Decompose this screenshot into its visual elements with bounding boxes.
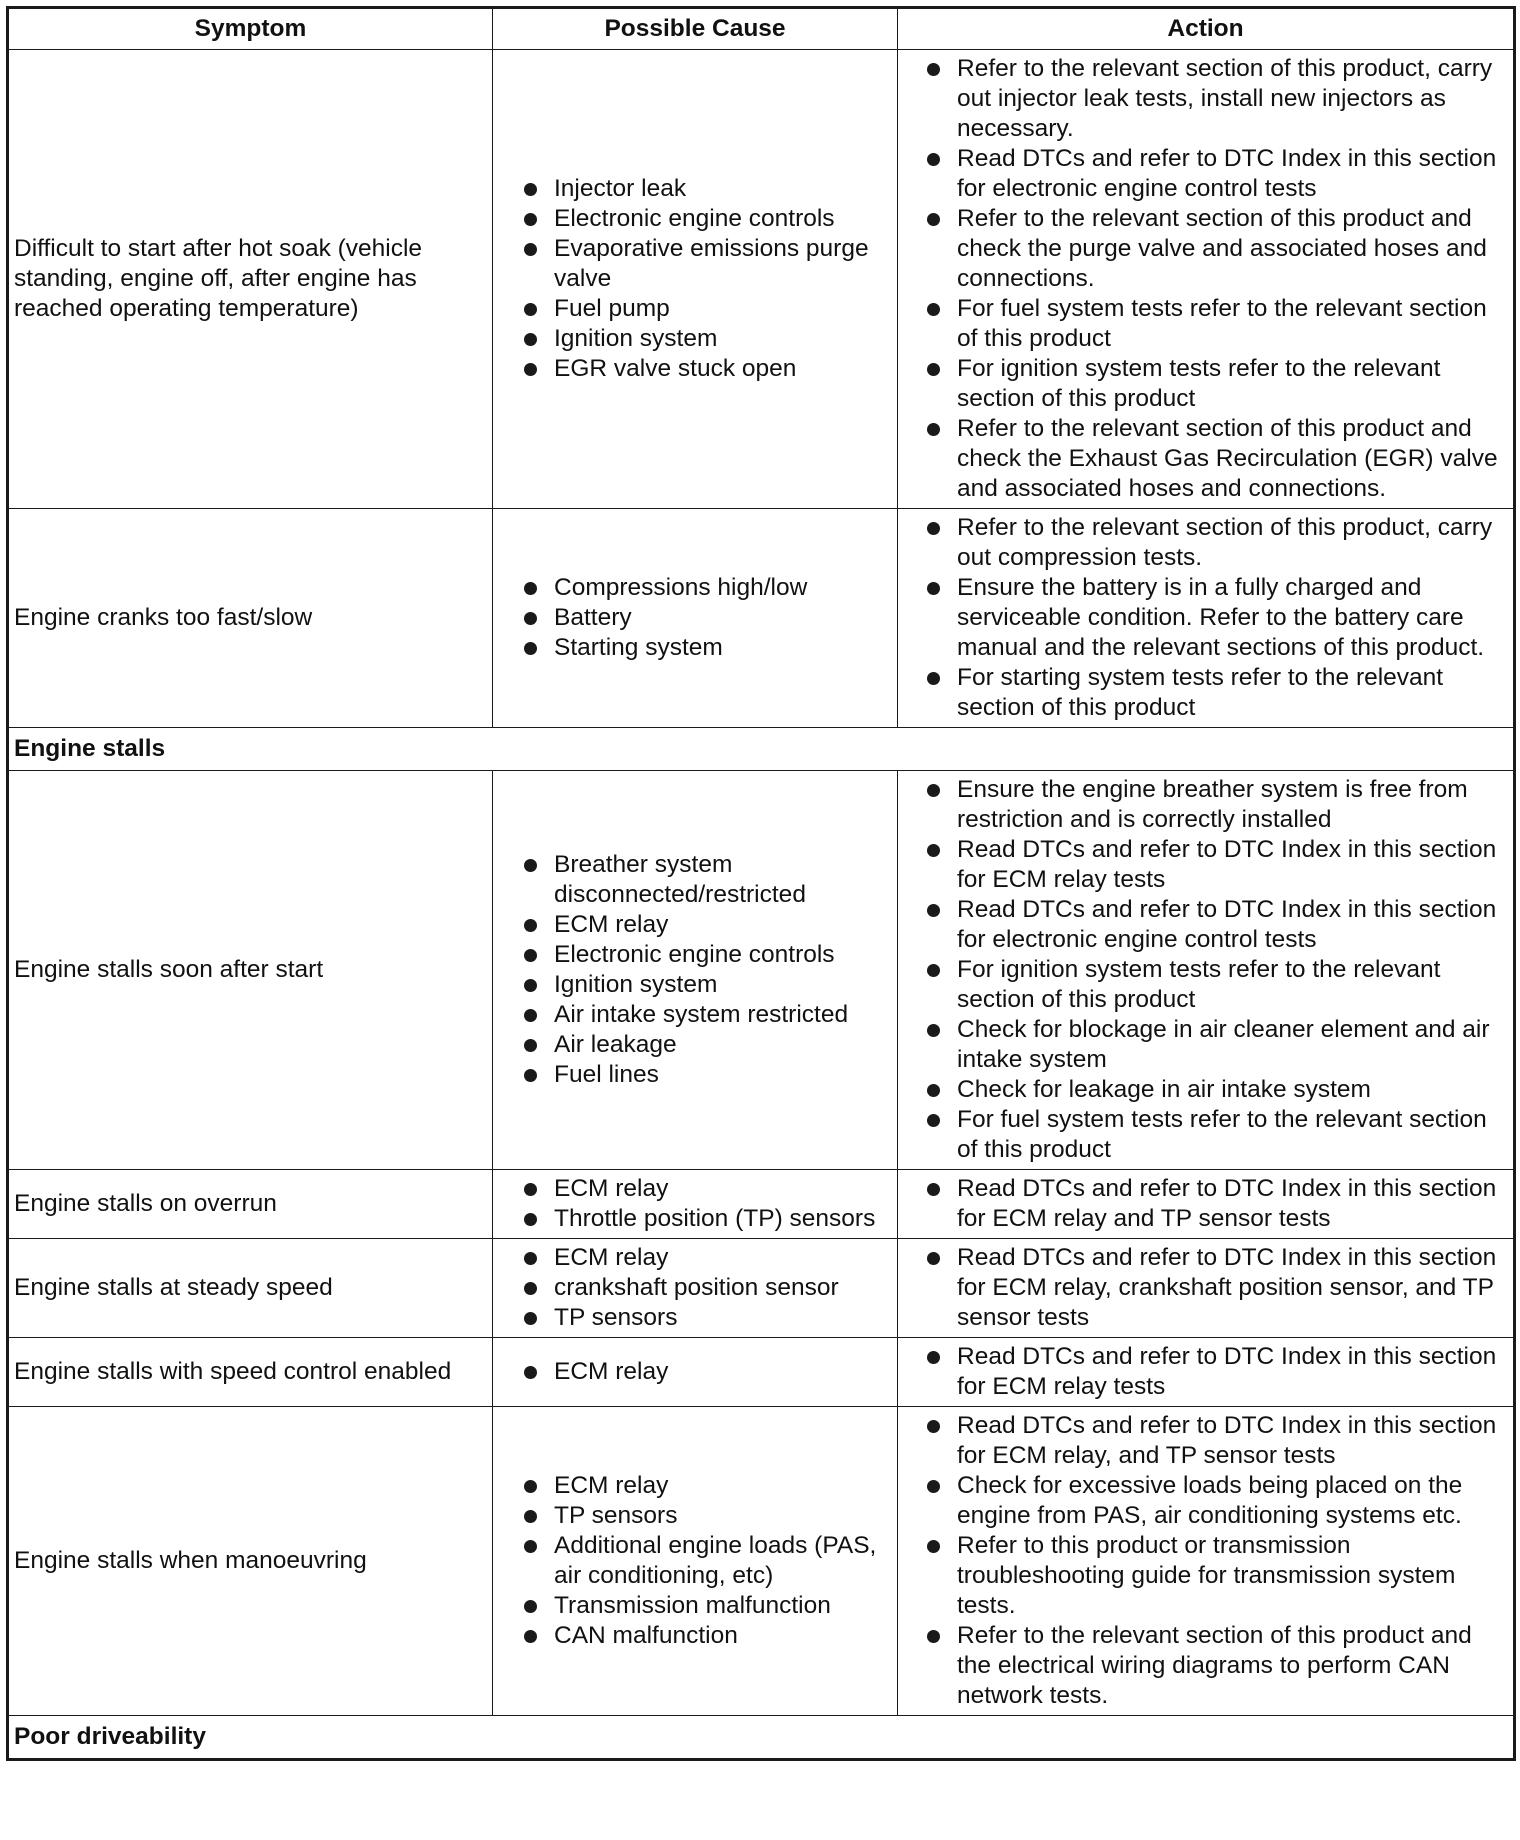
list-item-text: ECM relay xyxy=(554,911,669,938)
list-item xyxy=(923,144,1509,204)
bullet-icon xyxy=(927,1540,940,1553)
list-item-text: Check for excessive loads being placed on the engine from PAS, air conditioning systems etc. xyxy=(957,1472,1463,1529)
action-cell xyxy=(898,50,1515,509)
bullet-icon xyxy=(927,522,940,535)
list-item xyxy=(520,1621,893,1651)
possible-cause-cell xyxy=(493,1239,898,1338)
section-header: Engine stalls xyxy=(8,728,1515,771)
bullet-icon xyxy=(927,213,940,226)
action-list xyxy=(903,54,1509,504)
list-item-text: Refer to the relevant section of this product and check the purge valve and associated hoses and connections. xyxy=(957,205,1487,292)
bullet-icon xyxy=(524,1252,537,1265)
bullet-icon xyxy=(524,1069,537,1082)
list-item-text: Injector leak xyxy=(554,175,687,202)
list-item xyxy=(923,835,1509,895)
list-item-text: Check for leakage in air intake system xyxy=(957,1076,1371,1103)
list-item xyxy=(923,294,1509,354)
symptom-cell: Engine cranks too fast/slow xyxy=(8,509,493,728)
bullet-icon xyxy=(524,1366,537,1379)
list-item-text: Fuel lines xyxy=(554,1061,659,1088)
list-item xyxy=(923,513,1509,573)
possible-cause-cell xyxy=(493,509,898,728)
possible-cause-list xyxy=(498,1471,893,1651)
list-item-text: Ignition system xyxy=(554,971,718,998)
list-item-text: Ensure the engine breather system is free from restriction and is correctly installed xyxy=(957,776,1468,833)
list-item-text: TP sensors xyxy=(554,1304,678,1331)
header-possible-cause: Possible Cause xyxy=(493,8,898,50)
bullet-icon xyxy=(524,1510,537,1523)
list-item xyxy=(923,1471,1509,1531)
list-item xyxy=(520,1531,893,1591)
list-item-text: Compressions high/low xyxy=(554,574,808,601)
list-item-text: Ignition system xyxy=(554,325,718,352)
list-item-text: CAN malfunction xyxy=(554,1622,738,1649)
action-list xyxy=(903,1342,1509,1402)
header-symptom: Symptom xyxy=(8,8,493,50)
possible-cause-list xyxy=(498,1357,893,1387)
list-item-text: Electronic engine controls xyxy=(554,941,835,968)
action-list xyxy=(903,1243,1509,1333)
table-row xyxy=(8,1170,1515,1239)
bullet-icon xyxy=(927,1114,940,1127)
header-action: Action xyxy=(898,8,1515,50)
bullet-icon xyxy=(927,1252,940,1265)
bullet-icon xyxy=(524,1213,537,1226)
list-item-text: Read DTCs and refer to DTC Index in this section for ECM relay tests xyxy=(957,836,1497,893)
list-item xyxy=(520,294,893,324)
list-item xyxy=(520,940,893,970)
action-list xyxy=(903,775,1509,1165)
possible-cause-cell xyxy=(493,50,898,509)
list-item xyxy=(923,1531,1509,1621)
bullet-icon xyxy=(927,1024,940,1037)
possible-cause-list xyxy=(498,1243,893,1333)
bullet-icon xyxy=(927,784,940,797)
list-item xyxy=(520,354,893,384)
bullet-icon xyxy=(524,183,537,196)
bullet-icon xyxy=(927,1630,940,1643)
bullet-icon xyxy=(524,949,537,962)
list-item xyxy=(520,1471,893,1501)
bullet-icon xyxy=(524,1009,537,1022)
table-row xyxy=(8,1239,1515,1338)
action-cell xyxy=(898,1338,1515,1407)
list-item xyxy=(923,1411,1509,1471)
bullet-icon xyxy=(927,1183,940,1196)
list-item-text: Breather system disconnected/restricted xyxy=(554,851,806,908)
table-row xyxy=(8,771,1515,1170)
list-item-text: Refer to the relevant section of this product, carry out injector leak tests, install new injectors as necessary. xyxy=(957,55,1493,142)
bullet-icon xyxy=(524,1312,537,1325)
bullet-icon xyxy=(927,303,940,316)
list-item xyxy=(923,1105,1509,1165)
list-item-text: For fuel system tests refer to the relevant section of this product xyxy=(957,1106,1487,1163)
list-item xyxy=(923,354,1509,414)
list-item xyxy=(923,663,1509,723)
bullet-icon xyxy=(524,1600,537,1613)
bullet-icon xyxy=(524,1183,537,1196)
list-item-text: Transmission malfunction xyxy=(554,1592,831,1619)
list-item xyxy=(520,1060,893,1090)
list-item xyxy=(520,1000,893,1030)
list-item-text: For fuel system tests refer to the relevant section of this product xyxy=(957,295,1487,352)
list-item-text: Battery xyxy=(554,604,632,631)
possible-cause-cell xyxy=(493,1407,898,1716)
list-item xyxy=(520,1030,893,1060)
list-item-text: Fuel pump xyxy=(554,295,670,322)
possible-cause-cell xyxy=(493,771,898,1170)
list-item xyxy=(520,1174,893,1204)
list-item xyxy=(520,1243,893,1273)
list-item xyxy=(923,54,1509,144)
list-item-text: Read DTCs and refer to DTC Index in this section for ECM relay tests xyxy=(957,1343,1497,1400)
action-list xyxy=(903,513,1509,723)
possible-cause-cell xyxy=(493,1338,898,1407)
list-item xyxy=(520,603,893,633)
bullet-icon xyxy=(927,423,940,436)
list-item-text: crankshaft position sensor xyxy=(554,1274,839,1301)
bullet-icon xyxy=(524,303,537,316)
bullet-icon xyxy=(524,979,537,992)
action-list xyxy=(903,1174,1509,1234)
bullet-icon xyxy=(524,642,537,655)
bullet-icon xyxy=(524,612,537,625)
list-item xyxy=(520,1204,893,1234)
list-item xyxy=(520,1501,893,1531)
action-list xyxy=(903,1411,1509,1711)
list-item xyxy=(520,970,893,1000)
bullet-icon xyxy=(927,1480,940,1493)
list-item-text: Air leakage xyxy=(554,1031,677,1058)
list-item xyxy=(923,573,1509,663)
list-item-text: Evaporative emissions purge valve xyxy=(554,235,869,292)
action-cell xyxy=(898,509,1515,728)
list-item xyxy=(520,324,893,354)
list-item-text: Refer to the relevant section of this product and check the Exhaust Gas Recirculation (EGR) valve and associated hoses and connections. xyxy=(957,415,1498,502)
list-item-text: Read DTCs and refer to DTC Index in this section for ECM relay and TP sensor tests xyxy=(957,1175,1497,1232)
bullet-icon xyxy=(524,213,537,226)
section-header-row xyxy=(8,1716,1515,1760)
list-item-text: Starting system xyxy=(554,634,723,661)
bullet-icon xyxy=(524,1630,537,1643)
list-item-text: Additional engine loads (PAS, air conditioning, etc) xyxy=(554,1532,877,1589)
list-item-text: Air intake system restricted xyxy=(554,1001,849,1028)
list-item xyxy=(520,234,893,294)
list-item xyxy=(923,955,1509,1015)
symptom-cell: Engine stalls when manoeuvring xyxy=(8,1407,493,1716)
list-item-text: ECM relay xyxy=(554,1358,669,1385)
list-item-text: Refer to the relevant section of this product, carry out compression tests. xyxy=(957,514,1493,571)
list-item xyxy=(923,1015,1509,1075)
list-item xyxy=(520,1357,893,1387)
section-header-row xyxy=(8,728,1515,771)
bullet-icon xyxy=(524,1282,537,1295)
bullet-icon xyxy=(524,1480,537,1493)
list-item-text: Refer to the relevant section of this product and the electrical wiring diagrams to perform CAN network tests. xyxy=(957,1622,1472,1709)
list-item xyxy=(923,1621,1509,1711)
list-item xyxy=(923,1174,1509,1234)
bullet-icon xyxy=(524,582,537,595)
action-cell xyxy=(898,1407,1515,1716)
possible-cause-list xyxy=(498,1174,893,1234)
action-cell xyxy=(898,1239,1515,1338)
bullet-icon xyxy=(927,582,940,595)
bullet-icon xyxy=(927,1420,940,1433)
bullet-icon xyxy=(927,964,940,977)
list-item-text: EGR valve stuck open xyxy=(554,355,797,382)
possible-cause-cell xyxy=(493,1170,898,1239)
list-item-text: For ignition system tests refer to the relevant section of this product xyxy=(957,956,1441,1013)
bullet-icon xyxy=(927,904,940,917)
table-row xyxy=(8,50,1515,509)
action-cell xyxy=(898,1170,1515,1239)
bullet-icon xyxy=(927,1084,940,1097)
symptom-cell: Engine stalls on overrun xyxy=(8,1170,493,1239)
symptom-cell: Engine stalls with speed control enabled xyxy=(8,1338,493,1407)
list-item xyxy=(520,1303,893,1333)
list-item-text: Read DTCs and refer to DTC Index in this section for electronic engine control tests xyxy=(957,145,1497,202)
list-item xyxy=(520,204,893,234)
list-item-text: Throttle position (TP) sensors xyxy=(554,1205,876,1232)
bullet-icon xyxy=(927,63,940,76)
bullet-icon xyxy=(927,153,940,166)
section-header: Poor driveability xyxy=(8,1716,1515,1760)
list-item-text: Electronic engine controls xyxy=(554,205,835,232)
symptom-cell: Difficult to start after hot soak (vehicle standing, engine off, after engine has reached operating temperature) xyxy=(8,50,493,509)
bullet-icon xyxy=(927,844,940,857)
list-item xyxy=(520,1591,893,1621)
bullet-icon xyxy=(927,363,940,376)
list-item-text: For ignition system tests refer to the relevant section of this product xyxy=(957,355,1441,412)
bullet-icon xyxy=(927,672,940,685)
list-item xyxy=(520,174,893,204)
list-item xyxy=(923,1342,1509,1402)
list-item-text: ECM relay xyxy=(554,1472,669,1499)
list-item xyxy=(520,1273,893,1303)
list-item xyxy=(923,414,1509,504)
list-item-text: Read DTCs and refer to DTC Index in this section for electronic engine control tests xyxy=(957,896,1497,953)
symptom-cell: Engine stalls soon after start xyxy=(8,771,493,1170)
list-item xyxy=(923,1243,1509,1333)
bullet-icon xyxy=(524,1039,537,1052)
possible-cause-list xyxy=(498,174,893,384)
bullet-icon xyxy=(524,1540,537,1553)
bullet-icon xyxy=(524,919,537,932)
list-item-text: ECM relay xyxy=(554,1175,669,1202)
possible-cause-list xyxy=(498,850,893,1090)
table-row xyxy=(8,1407,1515,1716)
action-cell xyxy=(898,771,1515,1170)
list-item xyxy=(520,910,893,940)
bullet-icon xyxy=(524,333,537,346)
table-row xyxy=(8,1338,1515,1407)
troubleshooting-table xyxy=(6,6,1516,1761)
table-header-row xyxy=(8,8,1515,50)
list-item-text: Refer to this product or transmission troubleshooting guide for transmission system tests. xyxy=(957,1532,1456,1619)
list-item-text: ECM relay xyxy=(554,1244,669,1271)
symptom-cell: Engine stalls at steady speed xyxy=(8,1239,493,1338)
list-item xyxy=(520,633,893,663)
list-item xyxy=(923,1075,1509,1105)
list-item xyxy=(923,895,1509,955)
list-item-text: For starting system tests refer to the relevant section of this product xyxy=(957,664,1444,721)
list-item-text: Read DTCs and refer to DTC Index in this section for ECM relay, crankshaft position sensor, and TP sensor tests xyxy=(957,1244,1497,1331)
bullet-icon xyxy=(524,859,537,872)
bullet-icon xyxy=(524,243,537,256)
possible-cause-list xyxy=(498,573,893,663)
list-item-text: Read DTCs and refer to DTC Index in this section for ECM relay, and TP sensor tests xyxy=(957,1412,1497,1469)
list-item-text: TP sensors xyxy=(554,1502,678,1529)
list-item xyxy=(520,573,893,603)
list-item-text: Check for blockage in air cleaner element and air intake system xyxy=(957,1016,1490,1073)
list-item xyxy=(923,204,1509,294)
table-row xyxy=(8,509,1515,728)
list-item xyxy=(923,775,1509,835)
list-item xyxy=(520,850,893,910)
list-item-text: Ensure the battery is in a fully charged and serviceable condition. Refer to the battery care manual and the relevant sections of this product. xyxy=(957,574,1485,661)
table-body xyxy=(8,50,1515,1760)
bullet-icon xyxy=(524,363,537,376)
bullet-icon xyxy=(927,1351,940,1364)
